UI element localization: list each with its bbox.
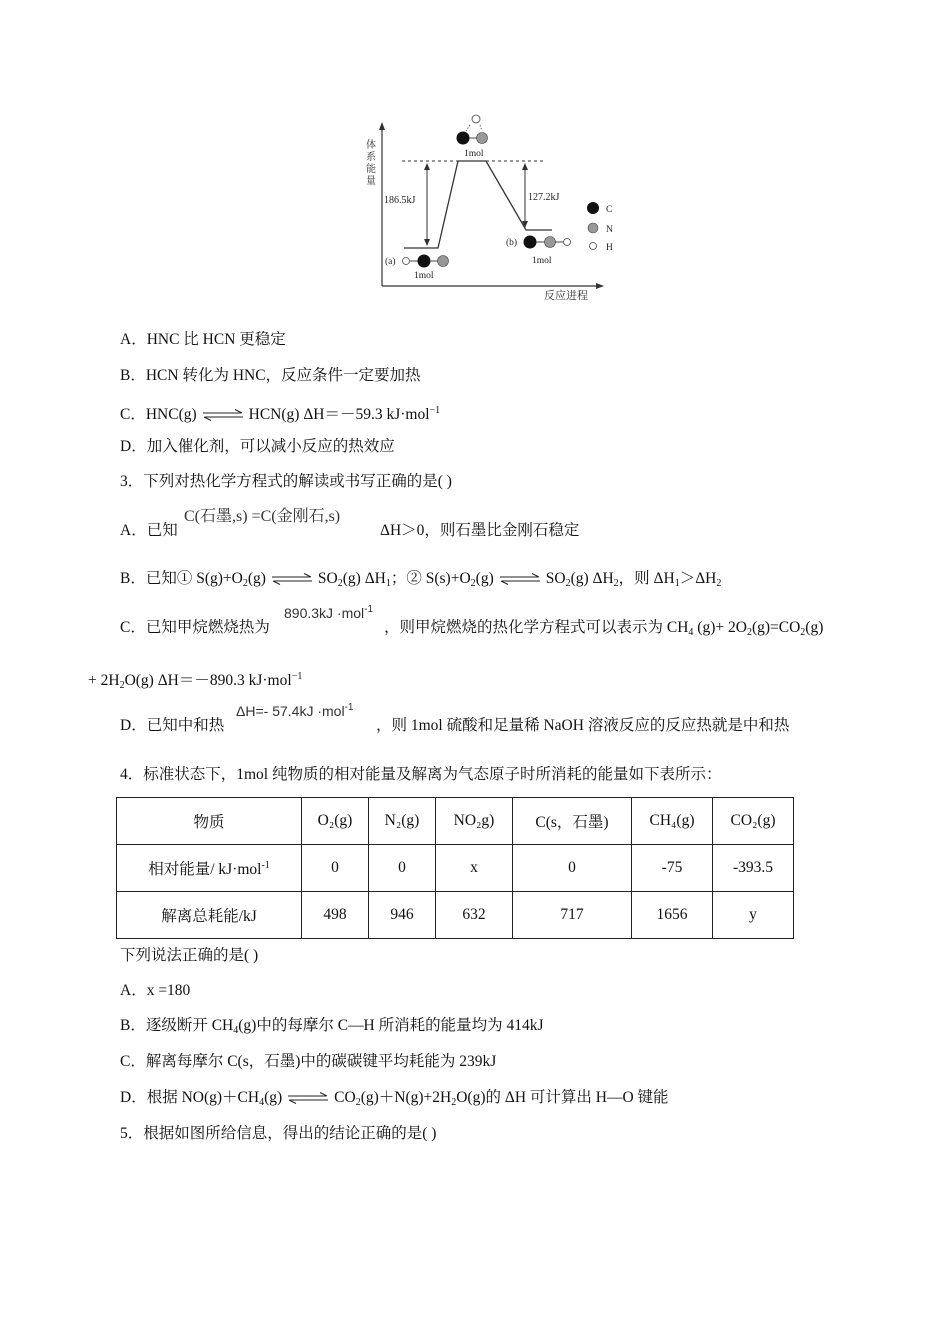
- left-arrow-bottom: [424, 239, 430, 246]
- table-cell: -393.5: [713, 845, 794, 892]
- sub: 2: [716, 578, 722, 589]
- legend-c-icon: [587, 202, 599, 214]
- q3-b-part4: (g) ΔH: [342, 570, 386, 587]
- energy-diagram: [360, 110, 620, 305]
- sub: 2: [355, 1097, 361, 1108]
- equilibrium-arrow-icon: [270, 572, 314, 586]
- q4-b-pre: B．逐级断开 CH: [120, 1017, 234, 1034]
- q3-d-value-image: [236, 702, 353, 719]
- table-cell: y: [713, 892, 794, 939]
- table-header-cell: C(s，石墨): [513, 798, 632, 845]
- q3-c-value: 890.3kJ ·mol: [284, 605, 365, 621]
- table-cell: 0: [513, 845, 632, 892]
- q2-c-rhs: HCN(g) ΔH＝－59.3 kJ·mol: [248, 406, 430, 423]
- sub: 4: [688, 627, 694, 638]
- q3-c-post4: (g): [805, 619, 824, 636]
- right-arrow-top: [522, 163, 528, 170]
- q2-option-b: B．HCN 转化为 HNC，反应条件一定要加热: [120, 367, 421, 384]
- ts-bond-dash: [466, 125, 470, 131]
- x-axis-arrow: [596, 283, 604, 289]
- q3-b-part1: B．已知① S(g)+O: [120, 570, 243, 587]
- y-axis-label-3: 能: [366, 164, 376, 175]
- ts-h-atom: [472, 115, 480, 123]
- equilibrium-arrow-icon: [498, 572, 542, 586]
- legend-h-icon: [590, 243, 597, 250]
- q3-option-a: [120, 521, 178, 541]
- b-c-atom: [524, 236, 537, 249]
- sub: 2: [470, 578, 476, 589]
- a-label: (a): [385, 257, 396, 267]
- table-header-cell: CO₂(g): [713, 798, 794, 845]
- a-amount: 1mol: [414, 271, 434, 281]
- equilibrium-arrow-icon: [286, 1091, 330, 1105]
- table-header-label: 物质: [117, 798, 302, 845]
- q3-c-line2-pre: + 2H: [88, 672, 120, 689]
- q3-b-part2: (g): [247, 570, 266, 587]
- q3-b-part9: ，则 ΔH: [618, 570, 675, 587]
- table-header-row: [117, 798, 794, 845]
- row-label-relative-energy: [117, 845, 302, 892]
- q3-c-post2: (g)+ 2O: [693, 619, 747, 636]
- q4-stem: 4．标准状态下，1mol 纯物质的相对能量及解离为气态原子时所消耗的能量如下表所示：: [120, 766, 722, 783]
- y-axis-arrow: [379, 122, 385, 130]
- q4-option-a: A．x =180: [120, 982, 191, 999]
- sub: 2: [565, 578, 571, 589]
- sub: 2: [337, 578, 343, 589]
- sub: 2: [451, 1097, 457, 1108]
- q2-option-c: [120, 401, 440, 425]
- table-cell: 1656: [632, 892, 713, 939]
- q4-b-post: (g)中的每摩尔 C—H 所消耗的能量均为 414kJ: [238, 1017, 544, 1034]
- q3-option-b: [120, 569, 721, 594]
- q3-a-equation-image: C(石墨,s) =C(金刚石,s): [184, 508, 341, 525]
- q4-d-mid3: (g)＋N(g)+2H: [360, 1089, 452, 1106]
- q3-c-post3: (g)=CO: [751, 619, 801, 636]
- sub: 1: [674, 578, 680, 589]
- legend-n-label: N: [606, 225, 613, 235]
- row-label-sup: -1: [261, 860, 270, 871]
- table-cell: 0: [302, 845, 369, 892]
- table-cell: 946: [369, 892, 436, 939]
- table-cell: x: [436, 845, 513, 892]
- legend-n-icon: [588, 223, 598, 233]
- q3-option-c: [120, 618, 270, 638]
- table-header-cell: NO₂g): [436, 798, 513, 845]
- q3-stem: 3．下列对热化学方程式的解读或书写正确的是( ): [120, 473, 452, 490]
- table-cell: 498: [302, 892, 369, 939]
- q3-c-value-image: [284, 604, 373, 621]
- q3-b-part10: ＞ΔH: [679, 570, 717, 587]
- q4-d-mid: (g): [264, 1089, 283, 1106]
- q3-c-equation: [384, 618, 823, 643]
- q3-c-line2-post: O(g) ΔH＝－890.3 kJ·mol: [124, 672, 292, 689]
- y-axis-label-1: 体: [366, 140, 376, 151]
- q4-d-mid2: CO: [334, 1089, 356, 1106]
- table-header-cell: N₂(g): [369, 798, 436, 845]
- energy-right-label: 127.2kJ: [528, 192, 560, 203]
- q3-d-value: ΔH=- 57.4kJ ·mol: [236, 703, 345, 719]
- a-n-atom: [418, 255, 431, 268]
- table-cell: 0: [369, 845, 436, 892]
- ts-c-atom: [457, 132, 470, 145]
- q2-option-d: D．加入催化剂，可以减小反应的热效应: [120, 438, 395, 455]
- b-n-atom: [545, 237, 556, 248]
- q2-option-a: A．HNC 比 HCN 更稳定: [120, 331, 286, 348]
- table-cell: 632: [436, 892, 513, 939]
- q3-c-line2: [88, 667, 302, 696]
- table-row: [117, 892, 794, 939]
- row-label-text: 相对能量/ kJ·mol: [148, 861, 262, 878]
- equilibrium-arrow-icon: [201, 408, 245, 422]
- sub: 2: [613, 578, 619, 589]
- b-amount: 1mol: [532, 256, 552, 266]
- sub: 1: [385, 578, 391, 589]
- row-label-dissociation: 解离总耗能/kJ: [117, 892, 302, 939]
- ts-amount: 1mol: [464, 149, 484, 159]
- energy-table: [116, 797, 794, 939]
- q3-d-post: ，则 1mol 硫酸和足量稀 NaOH 溶液反应的反应热就是中和热: [376, 717, 790, 734]
- q3-option-d: [120, 716, 224, 736]
- b-label: (b): [506, 238, 518, 248]
- x-axis-label: 反应进程: [544, 290, 588, 302]
- energy-left-label: 186.5kJ: [384, 195, 416, 206]
- a-h-atom: [403, 258, 410, 265]
- ts-n-atom: [477, 133, 488, 144]
- sub: 2: [119, 680, 125, 691]
- sub: 4: [259, 1097, 265, 1108]
- sub: 4: [233, 1025, 239, 1036]
- q3-c-post: ，则甲烷燃烧的热化学方程式可以表示为 CH: [384, 619, 689, 636]
- q4-option-c: C．解离每摩尔 C(s，石墨)中的碳碳键平均耗能为 239kJ: [120, 1053, 497, 1070]
- ts-bond-dash-2: [480, 125, 482, 131]
- sub: 2: [800, 627, 806, 638]
- legend-c-label: C: [606, 205, 613, 215]
- q4-option-d: [120, 1088, 669, 1113]
- q3-a-conclusion: ΔH＞0，则石墨比金刚石稳定: [380, 522, 580, 539]
- q3-b-part7: SO: [545, 570, 566, 587]
- q4-d-pre: D．根据 NO(g)＋CH: [120, 1089, 260, 1106]
- sub: 2: [746, 627, 752, 638]
- left-arrow-top: [424, 163, 430, 170]
- q4-option-b: [120, 1016, 544, 1041]
- table-row: [117, 845, 794, 892]
- table-header-cell: CH₄(g): [632, 798, 713, 845]
- q3-a-pre: A．已知: [120, 522, 178, 539]
- table-header-cell: O₂(g): [302, 798, 369, 845]
- a-c-atom: [438, 256, 449, 267]
- reaction-path: [404, 161, 552, 248]
- q3-c-line2-sup: −1: [291, 671, 303, 682]
- q3-b-part6: (g): [475, 570, 494, 587]
- q4-ask: 下列说法正确的是( ): [120, 947, 259, 964]
- y-axis-label-2: 系: [366, 152, 376, 163]
- sub: 2: [242, 578, 248, 589]
- q2-c-lhs: C．HNC(g): [120, 406, 197, 423]
- q3-d-pre: D．已知中和热: [120, 717, 225, 734]
- q3-c-pre: C．已知甲烷燃烧热为: [120, 619, 270, 636]
- legend-h-label: H: [606, 243, 613, 253]
- table-cell: -75: [632, 845, 713, 892]
- q5-stem: 5．根据如图所给信息，得出的结论正确的是( ): [120, 1125, 437, 1142]
- q3-b-part3: SO: [317, 570, 338, 587]
- q3-d-value-sup: -1: [344, 702, 354, 713]
- q3-c-value-sup: -1: [364, 604, 374, 615]
- y-axis-label-4: 量: [366, 176, 376, 187]
- q3-b-part8: (g) ΔH: [570, 570, 614, 587]
- q3-b-part5: ；② S(s)+O: [390, 570, 471, 587]
- table-cell: 717: [513, 892, 632, 939]
- q4-d-post: O(g)的 ΔH 可计算出 H—O 键能: [456, 1089, 669, 1106]
- b-h-atom: [564, 239, 571, 246]
- q2-c-sup: −1: [429, 405, 441, 416]
